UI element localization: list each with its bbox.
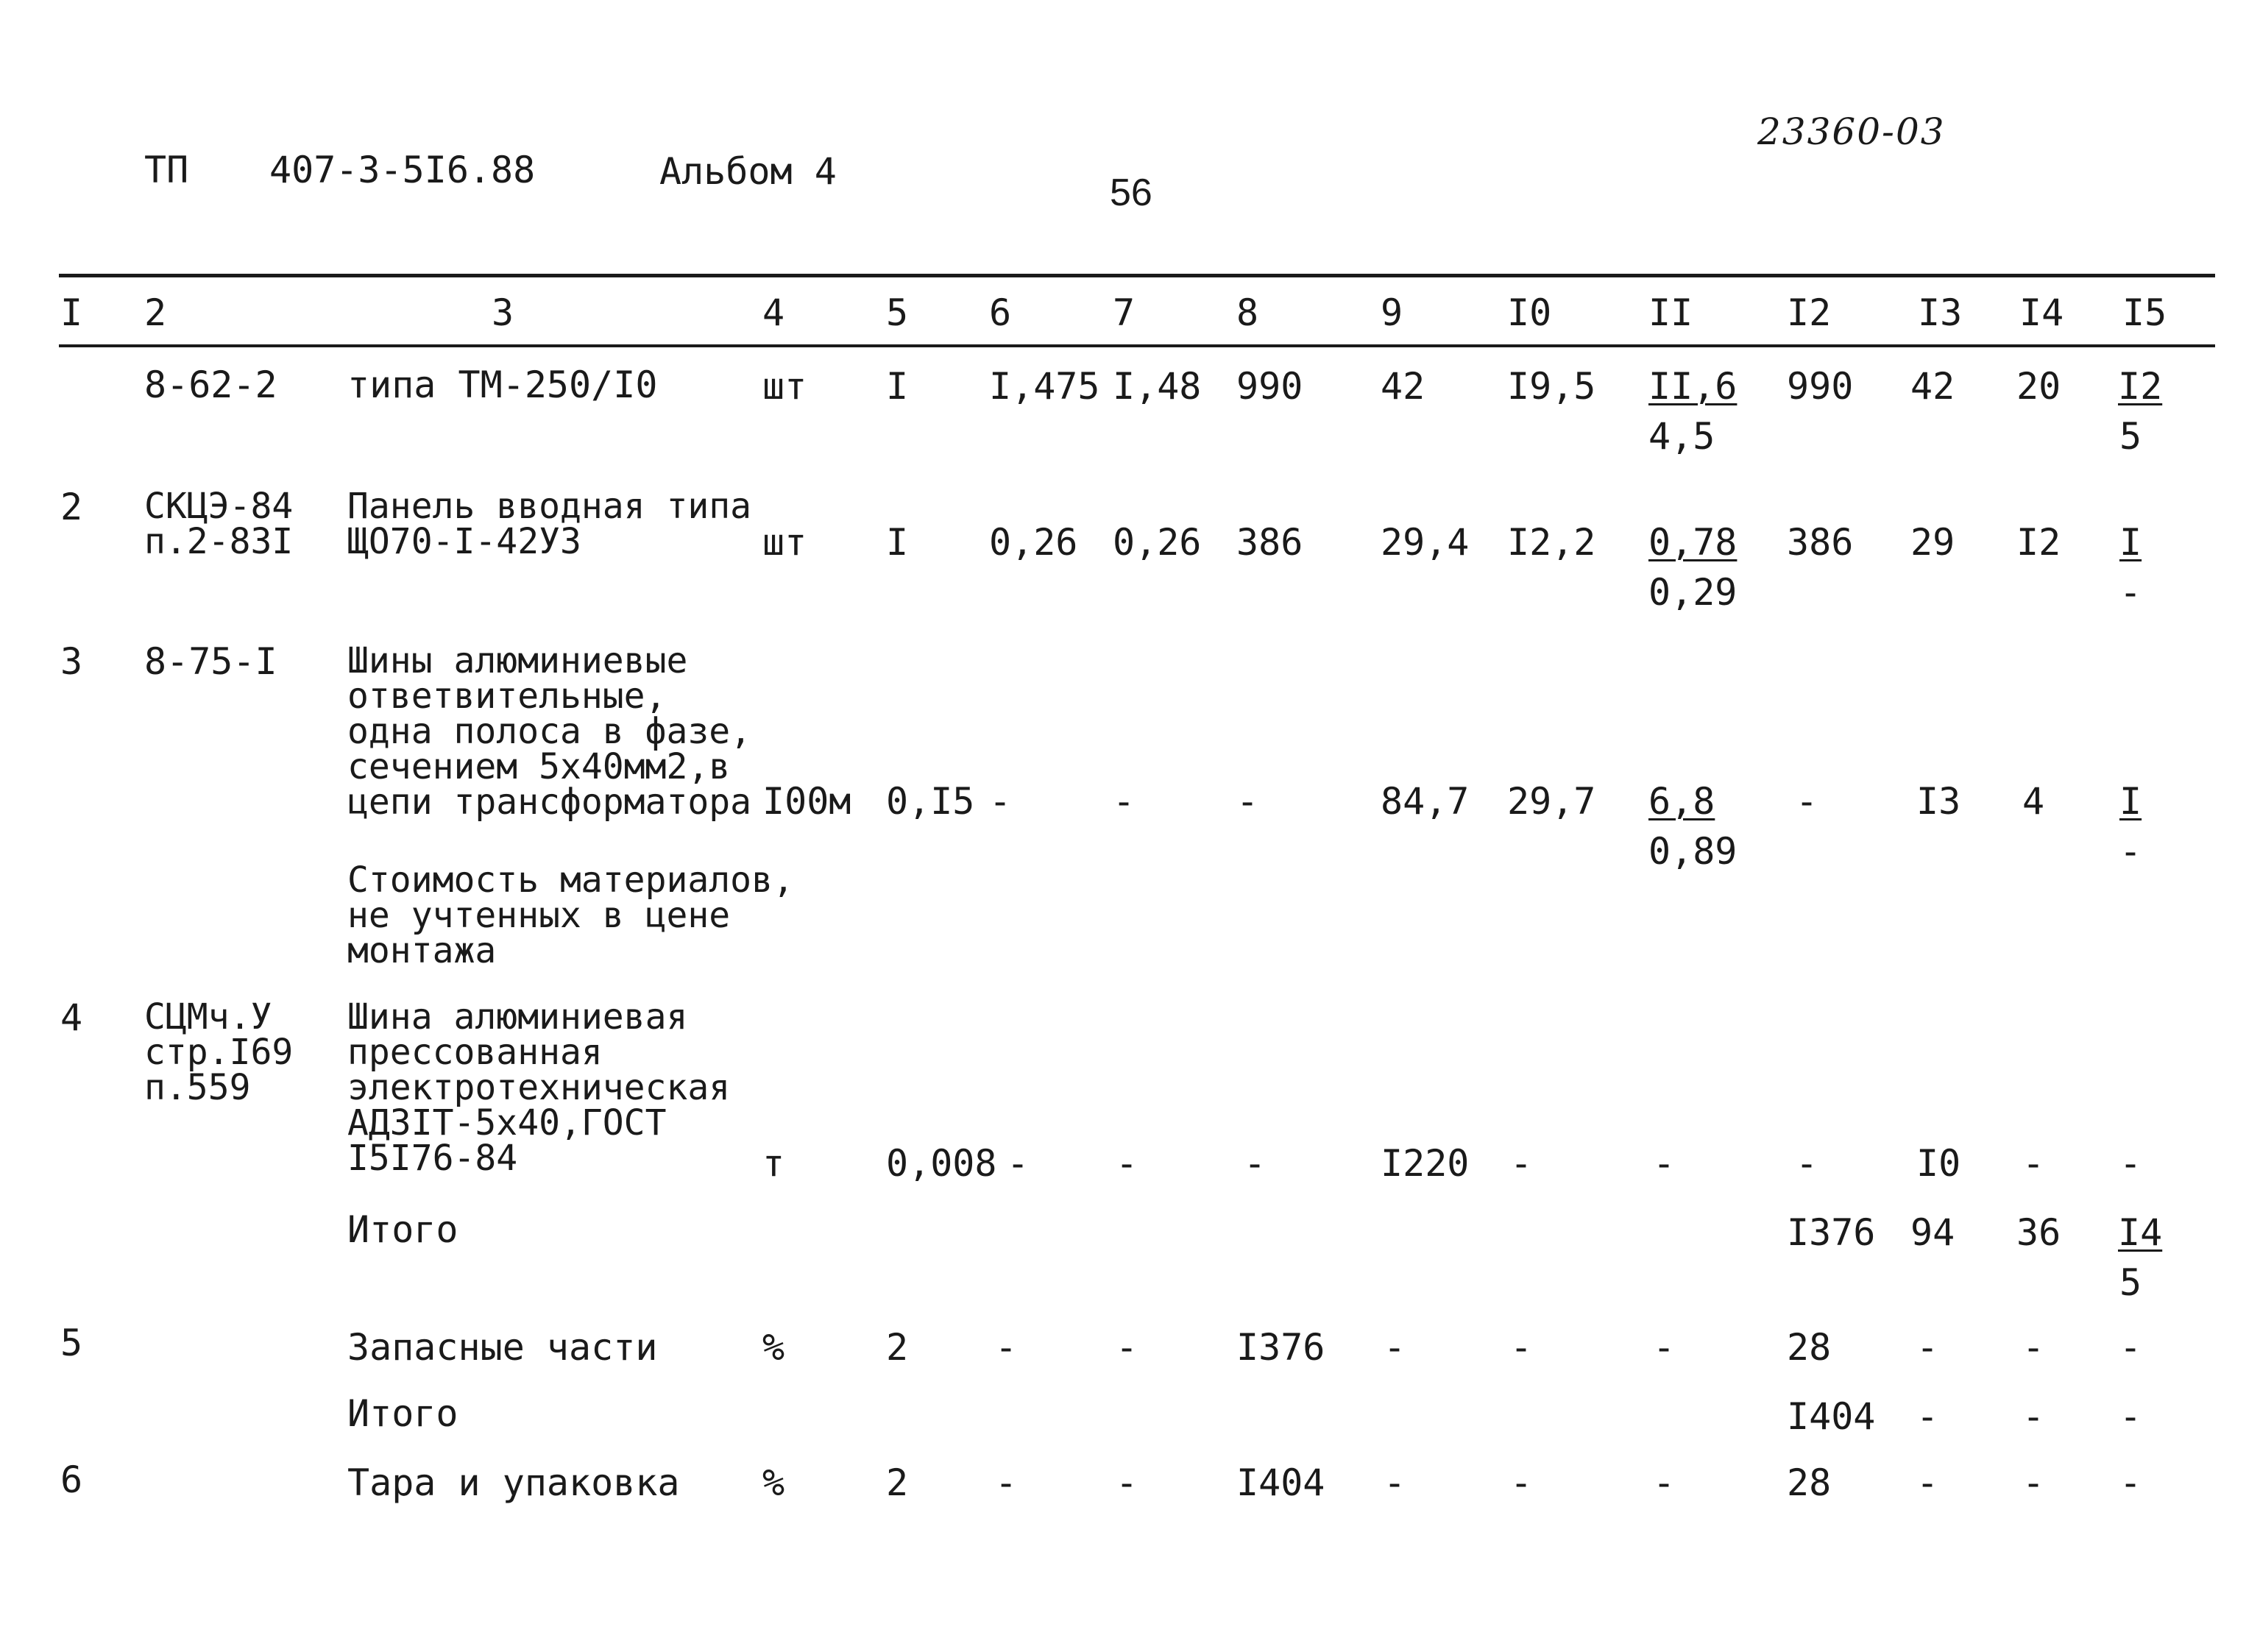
row-number: 5 [60, 1322, 83, 1364]
row-code: 8-75-I [144, 640, 277, 683]
album-label: Альбом 4 [659, 150, 837, 193]
cell-c8: I404 [1236, 1461, 1325, 1504]
cell-c13: - [1916, 1326, 1939, 1369]
cell-c12: I404 [1787, 1395, 1876, 1438]
cell-c6: - [989, 780, 1012, 823]
row-unit: шт [762, 365, 807, 408]
archive-stamp-number: 23360-03 [1757, 110, 1946, 153]
column-header: I [60, 291, 83, 334]
column-header: I2 [1787, 291, 1832, 334]
cell-c10: - [1510, 1326, 1533, 1369]
cell-c8: - [1244, 1142, 1267, 1185]
cell-c9: I220 [1381, 1142, 1470, 1185]
cell-c12: 28 [1787, 1326, 1832, 1369]
cell-c15-denominator: 5 [2119, 415, 2142, 458]
row-unit: I00м [762, 780, 851, 823]
column-header: 4 [762, 291, 785, 334]
cell-c12: - [1796, 1142, 1818, 1185]
cell-c6: - [995, 1326, 1018, 1369]
doc-code-label: ТП [144, 149, 189, 191]
row-number: 4 [60, 996, 83, 1039]
row-number: 6 [60, 1458, 83, 1501]
cell-c10: - [1510, 1461, 1533, 1504]
cell-c11-denominator: 0,29 [1648, 571, 1737, 614]
cell-c15-numerator: I2 [2118, 365, 2163, 408]
cell-c10: I9,5 [1507, 365, 1596, 408]
cell-c15: - [2119, 1326, 2142, 1369]
column-header: II [1648, 291, 1693, 334]
column-header: I3 [1918, 291, 1963, 334]
row-description: Итого [347, 1208, 458, 1251]
cell-c10: I2,2 [1507, 521, 1596, 564]
cell-c11-denominator: 4,5 [1648, 415, 1715, 458]
column-header: 6 [989, 291, 1012, 334]
cell-c12: 990 [1787, 365, 1854, 408]
row-code: 8-62-2 [144, 364, 277, 406]
cell-c15-denominator: - [2119, 571, 2142, 614]
row-description: Шины алюминиевые ответвительные, одна полоса в фазе, сечением 5х40мм2,в цепи трансформатора [347, 640, 752, 823]
cell-c7: - [1113, 780, 1136, 823]
cell-c12: I376 [1787, 1211, 1876, 1254]
row-unit: т [762, 1142, 785, 1185]
row-unit: % [762, 1461, 785, 1504]
row-unit: % [762, 1326, 785, 1369]
cell-c15: - [2119, 1142, 2142, 1185]
cell-c14: 4 [2022, 780, 2045, 823]
cell-c7: - [1116, 1461, 1138, 1504]
cell-c9: 29,4 [1381, 521, 1470, 564]
row-number: 2 [60, 486, 83, 528]
cell-c11: - [1653, 1326, 1676, 1369]
row-code: СКЦЭ-84 п.2-83I [144, 486, 294, 562]
cell-c11-numerator: 6,8 [1648, 780, 1715, 823]
cell-c13: 42 [1910, 365, 1955, 408]
cell-c14: 36 [2016, 1211, 2061, 1254]
row-qty: 2 [886, 1326, 909, 1369]
cell-c13: 29 [1910, 521, 1955, 564]
row-description: Тара и упаковка [347, 1461, 680, 1504]
row-description: Итого [347, 1392, 458, 1435]
cell-c8: I376 [1236, 1326, 1325, 1369]
cell-c11-denominator: 0,89 [1648, 830, 1737, 873]
cell-c15-denominator: 5 [2119, 1261, 2142, 1304]
cell-c8: 386 [1236, 521, 1303, 564]
cell-c6: - [995, 1461, 1018, 1504]
cell-c15: - [2119, 1395, 2142, 1438]
table-top-rule [59, 274, 2215, 277]
cell-c11: - [1653, 1461, 1676, 1504]
cell-c15-numerator: I [2119, 780, 2142, 823]
cell-c7: 0,26 [1113, 521, 1202, 564]
cell-c15-numerator: I [2119, 521, 2142, 564]
column-header: 2 [144, 291, 167, 334]
cell-c14: - [2022, 1142, 2045, 1185]
cell-c10: 29,7 [1507, 780, 1596, 823]
doc-number: 407-3-5I6.88 [269, 149, 536, 191]
column-header: I4 [2019, 291, 2064, 334]
cell-c15-numerator: I4 [2118, 1211, 2163, 1254]
column-header: 7 [1113, 291, 1136, 334]
row-description: Панель вводная типа ЩО70-I-42У3 [347, 486, 752, 562]
cell-c14: I2 [2016, 521, 2061, 564]
cell-c12: 386 [1787, 521, 1854, 564]
cell-c6: 0,26 [989, 521, 1078, 564]
cell-c7: - [1116, 1326, 1138, 1369]
row-qty: I [886, 521, 909, 564]
column-header: 3 [492, 291, 514, 334]
row-qty: 2 [886, 1461, 909, 1504]
cell-c13: - [1916, 1461, 1939, 1504]
cell-c11-numerator: II,6 [1648, 365, 1737, 408]
materials-note: Стоимость материалов, не учтенных в цене монтажа [347, 859, 794, 971]
row-description: Запасные части [347, 1326, 658, 1369]
cell-c11: - [1653, 1142, 1676, 1185]
cell-c15-denominator: - [2119, 830, 2142, 873]
cell-c8: 990 [1236, 365, 1303, 408]
column-header: 8 [1236, 291, 1259, 334]
row-qty: 0,I5 [886, 780, 975, 823]
row-code: СЦМч.У стр.I69 п.559 [144, 996, 294, 1108]
cell-c7: I,48 [1113, 365, 1202, 408]
cell-c9: - [1384, 1326, 1406, 1369]
cell-c13: I3 [1916, 780, 1961, 823]
column-header: I0 [1507, 291, 1552, 334]
cell-c9: 42 [1381, 365, 1425, 408]
cell-c12: - [1796, 780, 1818, 823]
row-qty: I [886, 365, 909, 408]
row-description: Шина алюминиевая прессованная электротехническая АДЗIТ-5х40,ГОСТ I5I76-84 [347, 996, 731, 1179]
cell-c9: 84,7 [1381, 780, 1470, 823]
cell-c14: - [2022, 1461, 2045, 1504]
cell-c14: 20 [2016, 365, 2061, 408]
column-header: I5 [2122, 291, 2167, 334]
cell-c14: - [2022, 1326, 2045, 1369]
column-header: 9 [1381, 291, 1403, 334]
cell-c13: I0 [1916, 1142, 1961, 1185]
row-qty: 0,008 [886, 1142, 997, 1185]
cell-c6: - [1007, 1142, 1030, 1185]
cell-c9: - [1384, 1461, 1406, 1504]
cell-c13: 94 [1910, 1211, 1955, 1254]
row-number: 3 [60, 640, 83, 683]
cell-c12: 28 [1787, 1461, 1832, 1504]
cell-c14: - [2022, 1395, 2045, 1438]
cell-c7: - [1116, 1142, 1138, 1185]
cell-c8: - [1236, 780, 1259, 823]
cell-c13: - [1916, 1395, 1939, 1438]
page-number: 56 [1110, 171, 1152, 214]
cell-c15: - [2119, 1461, 2142, 1504]
column-header: 5 [886, 291, 909, 334]
row-unit: шт [762, 521, 807, 564]
cell-c10: - [1510, 1142, 1533, 1185]
cell-c6: I,475 [989, 365, 1100, 408]
cell-c11-numerator: 0,78 [1648, 521, 1737, 564]
header-bottom-rule [59, 344, 2215, 347]
row-description: типа ТМ-250/I0 [347, 364, 658, 406]
